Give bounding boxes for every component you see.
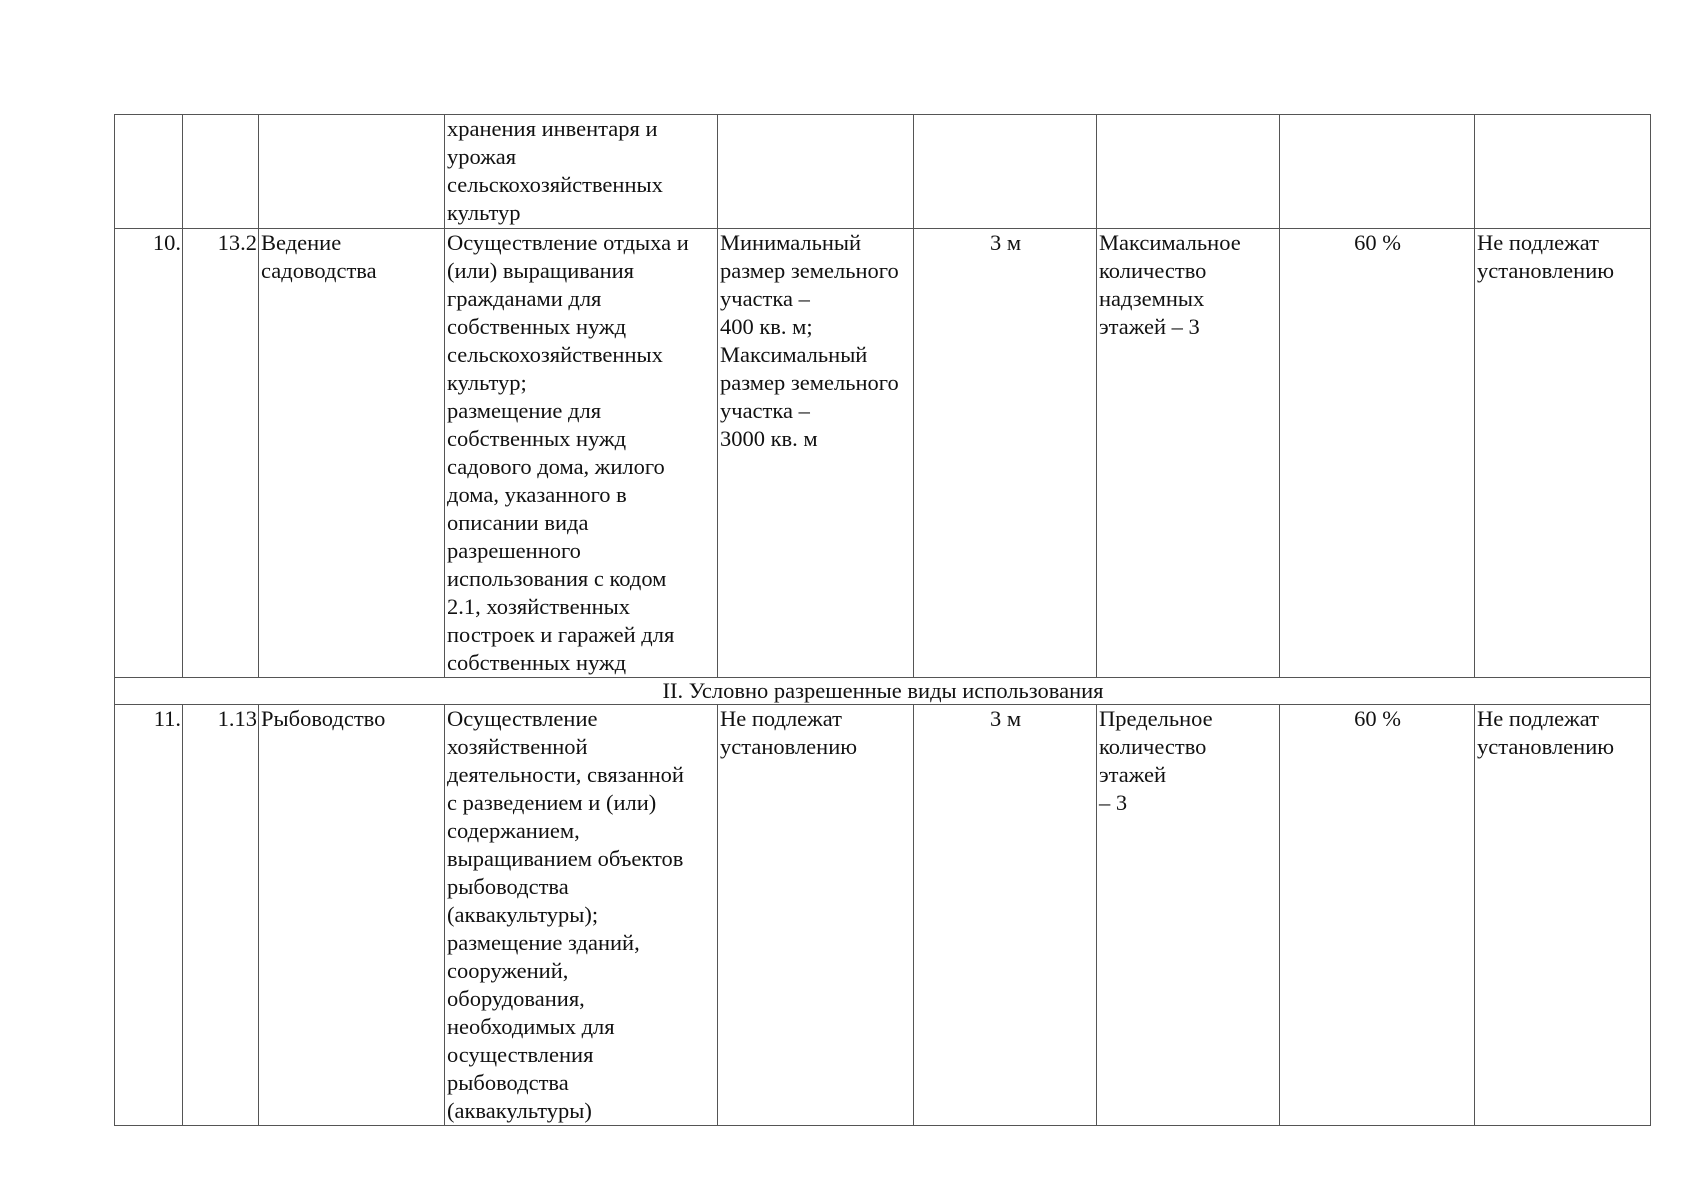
land-use-regulations-table (114, 114, 1651, 1126)
cell-floors: Предельное количество этажей – 3 (1097, 705, 1280, 1126)
cell-floors (1097, 115, 1280, 229)
cell-description: Осуществление отдыха и (или) выращивания гражданами для собственных нужд сельскохозяйственных культур; размещение для собственных нужд садового дома, жилого дома, указанного в описании вида разрешенного использования с кодом 2.1, хозяйственных построек и гаражей для собственных нужд (445, 229, 718, 678)
cell-code: 13.2 (183, 229, 259, 678)
cell-code: 1.13 (183, 705, 259, 1126)
cell-setback: 3 м (914, 229, 1097, 678)
cell-plot-size: Минимальный размер земельного участка – 400 кв. м; Максимальный размер земельного участка – 3000 кв. м (718, 229, 914, 678)
section-title: II. Условно разрешенные виды использования (115, 678, 1651, 705)
cell-num (115, 115, 183, 229)
cell-setback: 3 м (914, 705, 1097, 1126)
cell-setback (914, 115, 1097, 229)
cell-description: хранения инвентаря и урожая сельскохозяйственных культур (445, 115, 718, 229)
cell-floors: Максимальное количество надземных этажей – 3 (1097, 229, 1280, 678)
cell-other: Не подлежат установлению (1475, 229, 1651, 678)
cell-name: Ведение садоводства (259, 229, 445, 678)
cell-num: 10. (115, 229, 183, 678)
cell-coverage: 60 % (1280, 229, 1475, 678)
cell-plot-size: Не подлежат установлению (718, 705, 914, 1126)
table-row (115, 705, 1651, 1126)
cell-num: 11. (115, 705, 183, 1126)
cell-code (183, 115, 259, 229)
cell-name: Рыбоводство (259, 705, 445, 1126)
cell-other: Не подлежат установлению (1475, 705, 1651, 1126)
cell-coverage: 60 % (1280, 705, 1475, 1126)
cell-description: Осуществление хозяйственной деятельности, связанной с разведением и (или) содержанием, выращиванием объектов рыбоводства (аквакультуры); размещение зданий, сооружений, оборудования, необходимых для осуществления рыбоводства (аквакультуры) (445, 705, 718, 1126)
section-header-row (115, 678, 1651, 705)
cell-plot-size (718, 115, 914, 229)
table-row (115, 229, 1651, 678)
cell-other (1475, 115, 1651, 229)
cell-coverage (1280, 115, 1475, 229)
cell-name (259, 115, 445, 229)
table-row-continuation (115, 115, 1651, 229)
